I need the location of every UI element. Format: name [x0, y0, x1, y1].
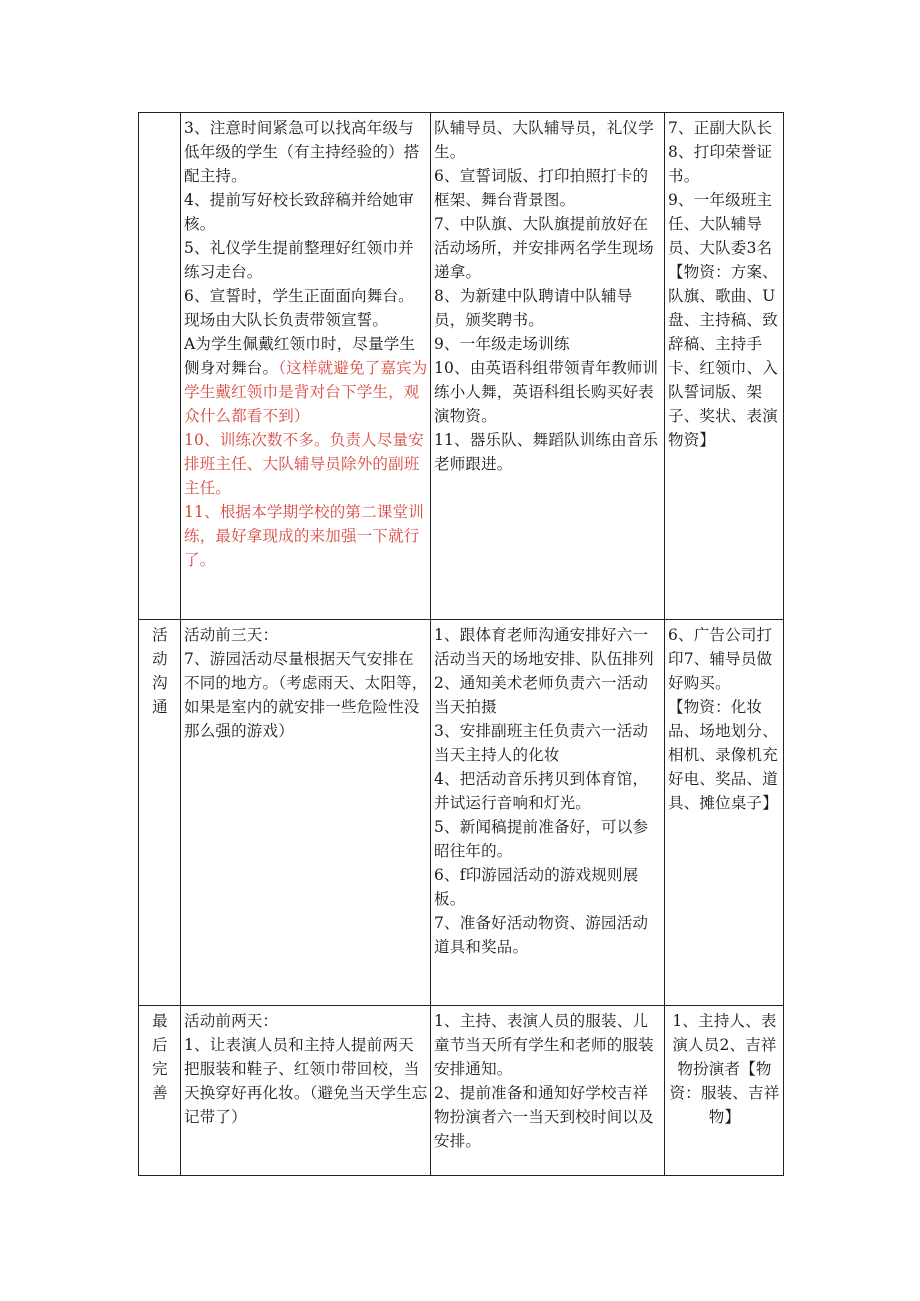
arrangement-item: 4、把活动音乐拷贝到体育馆，并试运行音响和灯光。: [434, 770, 649, 812]
resource-materials: 【物资：方案、队旗、歌曲、U盘、主持稿、致辞稿、主持手卡、红领巾、入队誓词版、架子、奖状、表演物资】: [668, 263, 778, 449]
resources-cell: [665, 1006, 784, 1176]
arrangement-item: 1、跟体育老师沟通安排好六一活动当天的场地安排、队伍排列: [434, 626, 654, 668]
arrangement-item: 7、准备好活动物资、游园活动道具和奖品。: [434, 914, 649, 956]
arrangement-item: 3、安排副班主任负责六一活动当天主持人的化妆: [434, 722, 649, 764]
arrangement-item: 1、主持、表演人员的服装、儿童节当天所有学生和老师的服装安排通知。: [434, 1012, 654, 1078]
resource-item: 8、打印荣誉证书。: [668, 143, 773, 185]
resource-item: 7、正副大队长: [668, 119, 773, 137]
arrangement-item: 8、为新建中队聘请中队辅导员，颁奖聘书。: [434, 287, 633, 329]
arrangement-item: 2、通知美术老师负责六一活动当天拍摄: [434, 674, 649, 716]
task-item: 6、宣誓时，学生正面面向舞台。现场由大队长负责带领宣誓。: [184, 287, 414, 329]
table-row-communication: [139, 620, 784, 1006]
arrangements-cell: [431, 113, 665, 620]
resource-materials: 【物资：化妆品、场地划分、相机、录像机充好电、奖品、道具、摊位桌子】: [668, 698, 778, 812]
task-item-highlight: 10、训练次数不多。负责人尽量安排班主任、大队辅导员除外的副班主任。: [184, 431, 424, 497]
resource-item: 1、主持人、表演人员2、吉祥物扮演者【物资：服装、吉祥物】: [669, 1012, 780, 1126]
task-item: 5、礼仪学生提前整理好红领巾并练习走台。: [184, 239, 414, 281]
resources-cell: [665, 620, 784, 1006]
table-row-finalize: [139, 1006, 784, 1176]
arrangements-cell: [431, 1006, 665, 1176]
arrangements-cell: [431, 620, 665, 1006]
arrangement-item: 5、新闻稿提前准备好，可以参昭往年的。: [434, 818, 649, 860]
task-item: A为学生佩戴红领巾时，尽量学生侧身对舞台。: [184, 335, 416, 377]
arrangement-item: 队辅导员、大队辅导员，礼仪学生。: [434, 119, 654, 161]
arrangement-item: 10、由英语科组带领青年教师训练小人舞，英语科组长购买好表演物资。: [434, 359, 659, 425]
task-item: 活动前两天：: [184, 1012, 279, 1030]
task-item-highlight: 11、根据本学期学校的第二课堂训练，最好拿现成的来加强一下就行了。: [184, 503, 424, 569]
resources-cell: [665, 113, 784, 620]
resource-item: 9、一年级班主任、大队辅导员、大队委3名: [668, 191, 773, 257]
arrangement-item: 7、中队旗、大队旗提前放好在活动场所，并安排两名学生现场递拿。: [434, 215, 654, 281]
phase-cell: [139, 620, 181, 1006]
arrangement-item: 11、器乐队、舞蹈队训练由音乐老师跟进。: [434, 431, 659, 473]
tasks-cell: [181, 113, 431, 620]
arrangement-item: 6、f印游园活动的游戏规则展板。: [434, 866, 639, 908]
activity-plan-table: [138, 112, 784, 1176]
task-item: 活动前三天：: [184, 626, 279, 644]
phase-cell: [139, 1006, 181, 1176]
task-item: 7、游园活动尽量根据天气安排在不同的地方。（考虑雨天、太阳等，如果是室内的就安排一些危险性没那么强的游戏）: [184, 650, 428, 740]
phase-label: 最后完善: [152, 1012, 168, 1102]
arrangement-item: 9、一年级走场训练: [434, 335, 570, 353]
arrangement-item: 2、提前准备和通知好学校吉祥物扮演者六一当天到校时间以及安排。: [434, 1084, 654, 1150]
arrangement-item: 6、宣誓词版、打印拍照打卡的框架、舞台背景图。: [434, 167, 649, 209]
resource-item: 6、广告公司打印7、辅导员做好购买。: [668, 626, 773, 692]
task-item: 3、注意时间紧急可以找高年级与低年级的学生（有主持经验的）搭配主持。: [184, 119, 420, 185]
tasks-cell: [181, 1006, 431, 1176]
tasks-cell: [181, 620, 431, 1006]
phase-cell: [139, 113, 181, 620]
phase-label: 活动沟通: [152, 626, 168, 716]
table-row-preparation: [139, 113, 784, 620]
task-item-highlight: （这样就避免了嘉宾为学生戴红领巾是背对台下学生，观众什么都看不到）: [184, 359, 428, 425]
task-item: 1、让表演人员和主持人提前两天把服装和鞋子、红领巾带回校，当天换穿好再化妆。（避免当天学生忘记带了）: [184, 1036, 428, 1126]
task-item: 4、提前写好校长致辞稿并给她审核。: [184, 191, 414, 233]
